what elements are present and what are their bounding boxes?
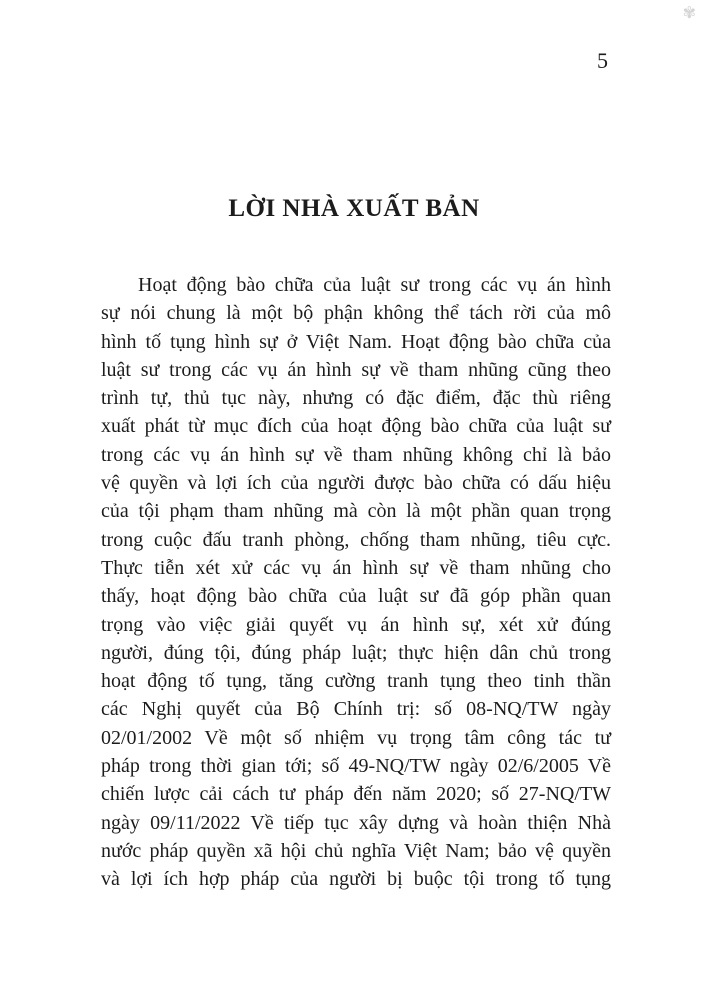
paragraph-line: xuất phát từ mục đích của hoạt động bào chữa của luật sư <box>101 415 611 438</box>
paragraph-line: thấy, hoạt động bào chữa của luật sư đã góp phần quan <box>101 585 611 608</box>
flower-icon: ✾ <box>682 3 696 22</box>
paragraph-line: và lợi ích hợp pháp của người bị buộc tội trong tố tụng <box>101 868 611 891</box>
paragraph-line: hình tố tụng hình sự ở Việt Nam. Hoạt động bào chữa của <box>101 330 611 353</box>
paragraph-line: luật sư trong các vụ án hình sự về tham nhũng cũng theo <box>101 358 611 381</box>
page-title: LỜI NHÀ XUẤT BẢN <box>228 195 480 222</box>
paragraph-line: trọng vào việc giải quyết vụ án hình sự, xét xử đúng <box>101 613 611 636</box>
paragraph-line: pháp trong thời gian tới; số 49-NQ/TW ngày 02/6/2005 Về <box>101 755 611 778</box>
paragraph-line: các Nghị quyết của Bộ Chính trị: số 08-NQ/TW ngày <box>101 698 611 721</box>
page-number: 5 <box>597 48 608 73</box>
paragraph-line: trong các vụ án hình sự về tham nhũng không chỉ là bảo <box>101 443 611 466</box>
paragraph-line: chiến lược cải cách tư pháp đến năm 2020; số 27-NQ/TW <box>101 783 611 806</box>
paragraph-line: ngày 09/11/2022 Về tiếp tục xây dựng và hoàn thiện Nhà <box>101 811 611 834</box>
paragraph-line: vệ quyền và lợi ích của người được bào chữa có dấu hiệu <box>101 472 611 495</box>
paragraph-line: 02/01/2002 Về một số nhiệm vụ trọng tâm công tác tư <box>101 726 611 749</box>
paragraph-line: Hoạt động bào chữa của luật sư trong các vụ án hình <box>138 274 611 296</box>
paragraph-line: hoạt động tố tụng, tăng cường tranh tụng theo tinh thần <box>101 670 611 693</box>
paragraph-line: trình tự, thủ tục này, nhưng có đặc điểm, đặc thù riêng <box>101 387 611 410</box>
paragraph-line: sự nói chung là một bộ phận không thể tách rời của mô <box>101 302 611 325</box>
paragraph-line: nước pháp quyền xã hội chủ nghĩa Việt Nam; bảo vệ quyền <box>101 839 611 862</box>
paragraph-line: Thực tiễn xét xử các vụ án hình sự về tham nhũng cho <box>101 556 611 579</box>
body-paragraph <box>101 271 611 894</box>
paragraph-line: của tội phạm tham nhũng mà còn là một phần quan trọng <box>101 500 611 523</box>
paragraph-line: người, đúng tội, đúng pháp luật; thực hiện dân chủ trong <box>101 641 611 664</box>
paragraph-line: trong cuộc đấu tranh phòng, chống tham nhũng, tiêu cực. <box>101 528 611 551</box>
